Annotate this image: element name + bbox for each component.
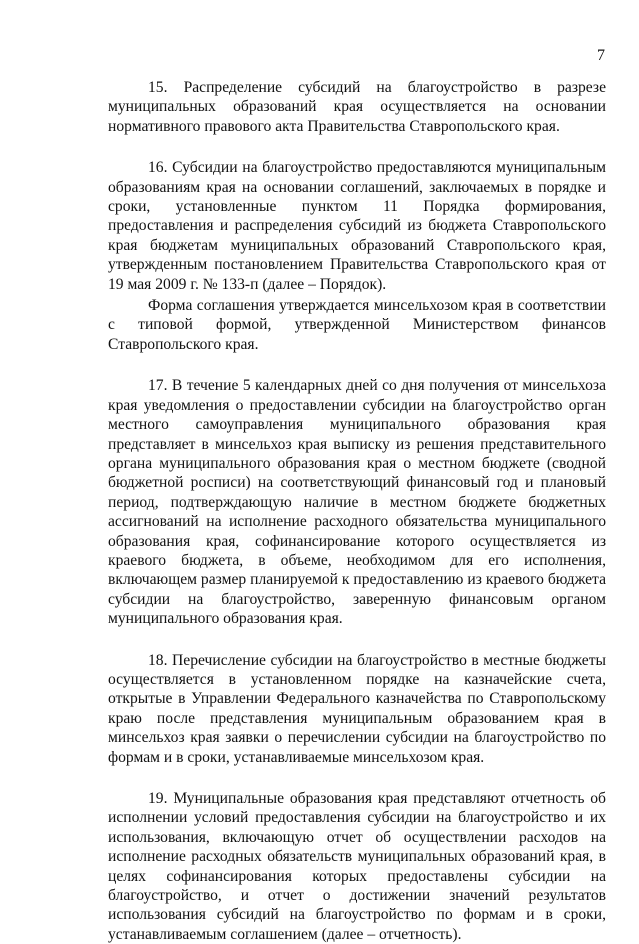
paragraph-17: 17. В течение 5 календарных дней со дня получения от минсельхоза края уведомления о предоставлении субсидии на благоустройство орган местного самоуправления муниципального образования края представляет в минсельхоз края выписку из решения представительного органа муниципального образования края о местном бюджете (сводной бюджетной росписи) на соответствующий финансовый год и плановый период, подтверждающую наличие в местном бюджете бюджетных ассигнований на исполнение расходного обязательства муниципального образования края, софинансирование которого осуществляется из краевого бюджета, в объеме, необходимом для его исполнения, включающем размер планируемой к предоставлению из краевого бюджета субсидии на благоустройство, заверенную финансовым органом муниципального образования края. [108, 377, 606, 628]
paragraph-16: 16. Субсидии на благоустройство предоставляются муниципальным образованиям края на основании соглашений, заключаемых в порядке и сроки, установленные пунктом 11 Порядка формирования, предоставления и распределения субсидий из бюджета Ставропольского края бюджетам муниципальных образований Ставропольского края, утвержденным постановлением Правительства Ставропольского края от 19 мая 2009 г. № 133-п (далее – Порядок). [108, 159, 606, 293]
paragraph-18: 18. Перечисление субсидии на благоустройство в местные бюджеты осуществляется в установленном порядке на казначейские счета, открытые в Управлении Федерального казначейства по Ставропольскому краю после представления муниципальным образованием края в минсельхоз края заявки о перечислении субсидии на благоустройство по формам и в сроки, устанавливаемые минсельхозом края. [108, 651, 606, 766]
paragraph-16-form-note: Форма соглашения утверждается минсельхозом края в соответствии с типовой формой, утвержденной Министерством финансов Ставропольского края. [108, 297, 606, 353]
paragraph-15: 15. Распределение субсидий на благоустройство в разрезе муниципальных образований края осуществляется на основании нормативного правового акта Правительства Ставропольского края. [108, 79, 606, 135]
paragraph-19: 19. Муниципальные образования края представляют отчетность об исполнении условий предоставления субсидии на благоустройство и их использования, включающую отчет об осуществлении расходов на исполнение расходных обязательств муниципальных образований края, в целях софинансирования которых предоставлены субсидии на благоустройство, и отчет о достижении значений результатов использования субсидий на благоустройство по формам и в сроки, устанавливаемым соглашением (далее – отчетность). [108, 790, 606, 943]
document-body [108, 78, 606, 944]
page-number: 7 [597, 47, 605, 64]
